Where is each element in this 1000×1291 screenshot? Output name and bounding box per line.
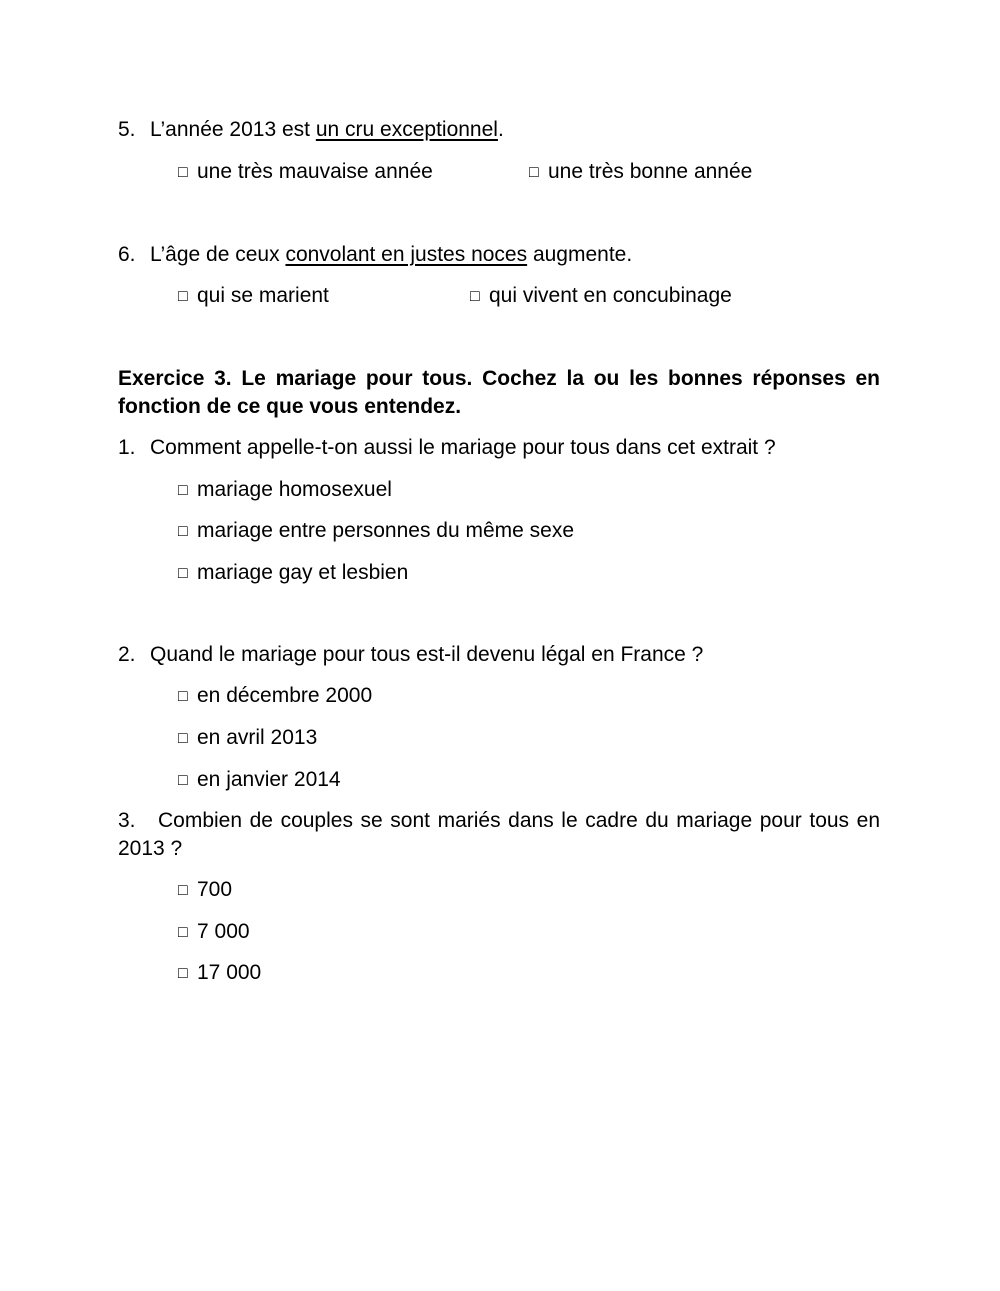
exercise-question [118, 807, 880, 863]
exercise-question [118, 642, 703, 668]
checkbox-icon[interactable]: □ [178, 688, 188, 705]
checkbox-icon[interactable]: □ [178, 523, 188, 540]
checkbox-icon[interactable]: □ [470, 288, 480, 305]
option-checkbox[interactable] [178, 518, 574, 545]
option-label: qui vivent en concubinage [489, 284, 732, 307]
option-checkbox[interactable] [178, 283, 329, 310]
option-checkbox[interactable] [178, 960, 261, 987]
option-label: en janvier 2014 [197, 768, 341, 791]
exercise-question [118, 435, 776, 461]
checkbox-icon[interactable]: □ [178, 482, 188, 499]
exercise-3-heading: Exercice 3. Le mariage pour tous. Cochez la ou les bonnes réponses en fonction de ce que vous entendez. [118, 367, 880, 418]
question-number: 6. [118, 243, 136, 266]
option-checkbox[interactable] [178, 877, 232, 904]
option-label: une très bonne année [548, 160, 753, 183]
checkbox-icon[interactable]: □ [529, 164, 539, 181]
question-text-before: L’année 2013 est [150, 118, 316, 141]
option-checkbox[interactable] [529, 159, 752, 186]
checkbox-icon[interactable]: □ [178, 288, 188, 305]
option-label: une très mauvaise année [197, 160, 433, 183]
option-label: mariage homosexuel [197, 478, 392, 501]
option-label: mariage entre personnes du même sexe [197, 519, 575, 542]
underlined-expression: un cru exceptionnel [315, 118, 498, 141]
question-number: 2. [118, 643, 136, 666]
question-text-before: L’âge de ceux [150, 243, 286, 266]
checkbox-icon[interactable]: □ [178, 164, 188, 181]
option-label: en avril 2013 [197, 726, 318, 749]
option-checkbox[interactable] [178, 683, 372, 710]
question-text: Comment appelle-t-on aussi le mariage pour tous dans cet extrait ? [150, 436, 776, 459]
checkbox-icon[interactable]: □ [178, 882, 188, 899]
option-checkbox[interactable] [178, 767, 341, 794]
question-text-after: augmente. [527, 243, 633, 266]
option-label: mariage gay et lesbien [197, 561, 409, 584]
checkbox-icon[interactable]: □ [178, 924, 188, 941]
checkbox-icon[interactable]: □ [178, 565, 188, 582]
checkbox-icon[interactable]: □ [178, 730, 188, 747]
option-label: qui se marient [197, 284, 329, 307]
option-label: 700 [197, 878, 233, 901]
option-checkbox[interactable] [178, 477, 392, 504]
question-text-after: . [497, 118, 504, 141]
question-6 [118, 242, 632, 268]
option-label: 7 000 [197, 920, 250, 943]
option-checkbox[interactable] [178, 159, 433, 186]
question-number: 1. [118, 436, 136, 459]
question-number: 5. [118, 118, 136, 141]
question-5 [118, 117, 504, 143]
underlined-expression: convolant en justes noces [285, 243, 528, 266]
option-checkbox[interactable] [178, 919, 250, 946]
option-label: en décembre 2000 [197, 684, 373, 707]
question-text: Quand le mariage pour tous est-il devenu légal en France ? [150, 643, 704, 666]
checkbox-icon[interactable]: □ [178, 965, 188, 982]
option-label: 17 000 [197, 961, 262, 984]
question-text: Combien de couples se sont mariés dans le cadre du mariage pour tous en 2013 ? [118, 809, 880, 860]
question-number: 3. [118, 809, 136, 832]
checkbox-icon[interactable]: □ [178, 772, 188, 789]
option-checkbox[interactable] [178, 560, 408, 587]
option-checkbox[interactable] [178, 725, 317, 752]
option-checkbox[interactable] [470, 283, 732, 310]
